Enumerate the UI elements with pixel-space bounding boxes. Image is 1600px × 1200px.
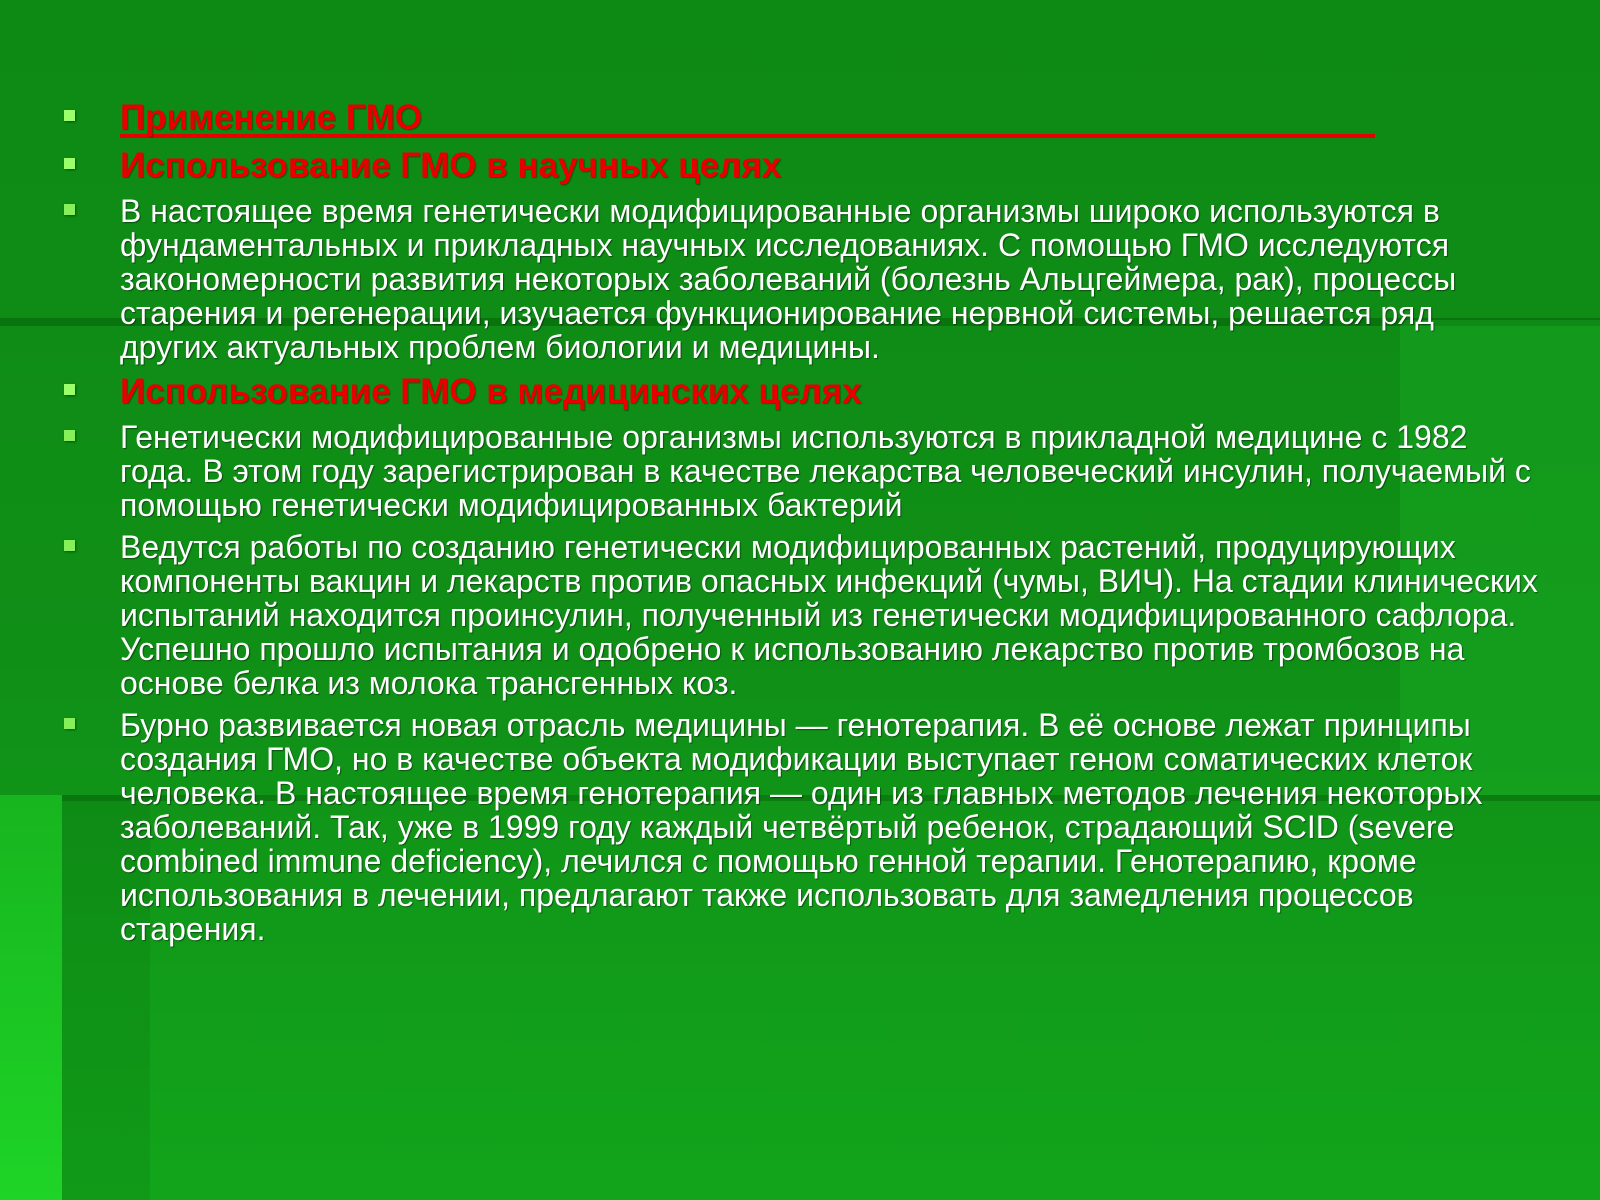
square-bullet-icon (64, 430, 75, 441)
paragraph-text: Генетически модифицированные организмы используются в прикладной медицине с 1982 года. В этом году зарегистрирован в качестве лекарства человеческий инсулин, получаемый с помощью генетически модифицированных бактерий (120, 419, 1531, 523)
paragraph-text: Ведутся работы по созданию генетически модифицированных растений, продуцирующих компоненты вакцин и лекарств против опасных инфекций (чумы, ВИЧ). На стадии клинических испытаний находится проинсулин, полученный из генетически модифицированного сафлора. Успешно прошло испытания и одобрено к использованию лекарство против тромбозов на основе белка из молока трансгенных коз. (120, 529, 1538, 701)
heading-text: Использование ГМО в научных целях (120, 146, 782, 185)
paragraph-gene-therapy (60, 708, 1540, 946)
paragraph-text: Бурно развивается новая отрасль медицины — генотерапия. В её основе лежат принципы создания ГМО, но в качестве объекта модификации выступает геном соматических клеток человека. В настоящее время генотерапия — один из главных методов лечения некоторых заболеваний. Так, уже в 1999 году каждый четвёртый ребенок, страдающий SCID (severe combined immune deficiency), лечился с помощью генной терапии. Генотерапию, кроме использования в лечении, предлагают также использовать для замедления процессов старения. (120, 707, 1483, 947)
heading-text: Применение ГМО (120, 102, 1375, 138)
square-bullet-icon (64, 540, 75, 551)
square-bullet-icon (64, 110, 75, 121)
paragraph-scientific-research (60, 194, 1540, 364)
heading-scientific-use (60, 146, 1540, 186)
square-bullet-icon (64, 718, 75, 729)
heading-applications (60, 98, 1540, 138)
background-panel-left (0, 795, 62, 1200)
paragraph-vaccines-plants (60, 530, 1540, 700)
paragraph-text: В настоящее время генетически модифицированные организмы широко используются в фундаментальных и прикладных научных исследованиях. С помощью ГМО исследуются закономерности развития некоторых заболеваний (болезнь Альцгеймера, рак), процессы старения и регенерации, изучается функционирование нервной системы, решается ряд других актуальных проблем биологии и медицины. (120, 193, 1457, 365)
square-bullet-icon (64, 158, 75, 169)
heading-text: Использование ГМО в медицинских целях (120, 372, 862, 411)
bullet-list (60, 98, 1540, 954)
heading-medical-use (60, 372, 1540, 412)
square-bullet-icon (64, 384, 75, 395)
square-bullet-icon (64, 204, 75, 215)
paragraph-insulin (60, 420, 1540, 522)
